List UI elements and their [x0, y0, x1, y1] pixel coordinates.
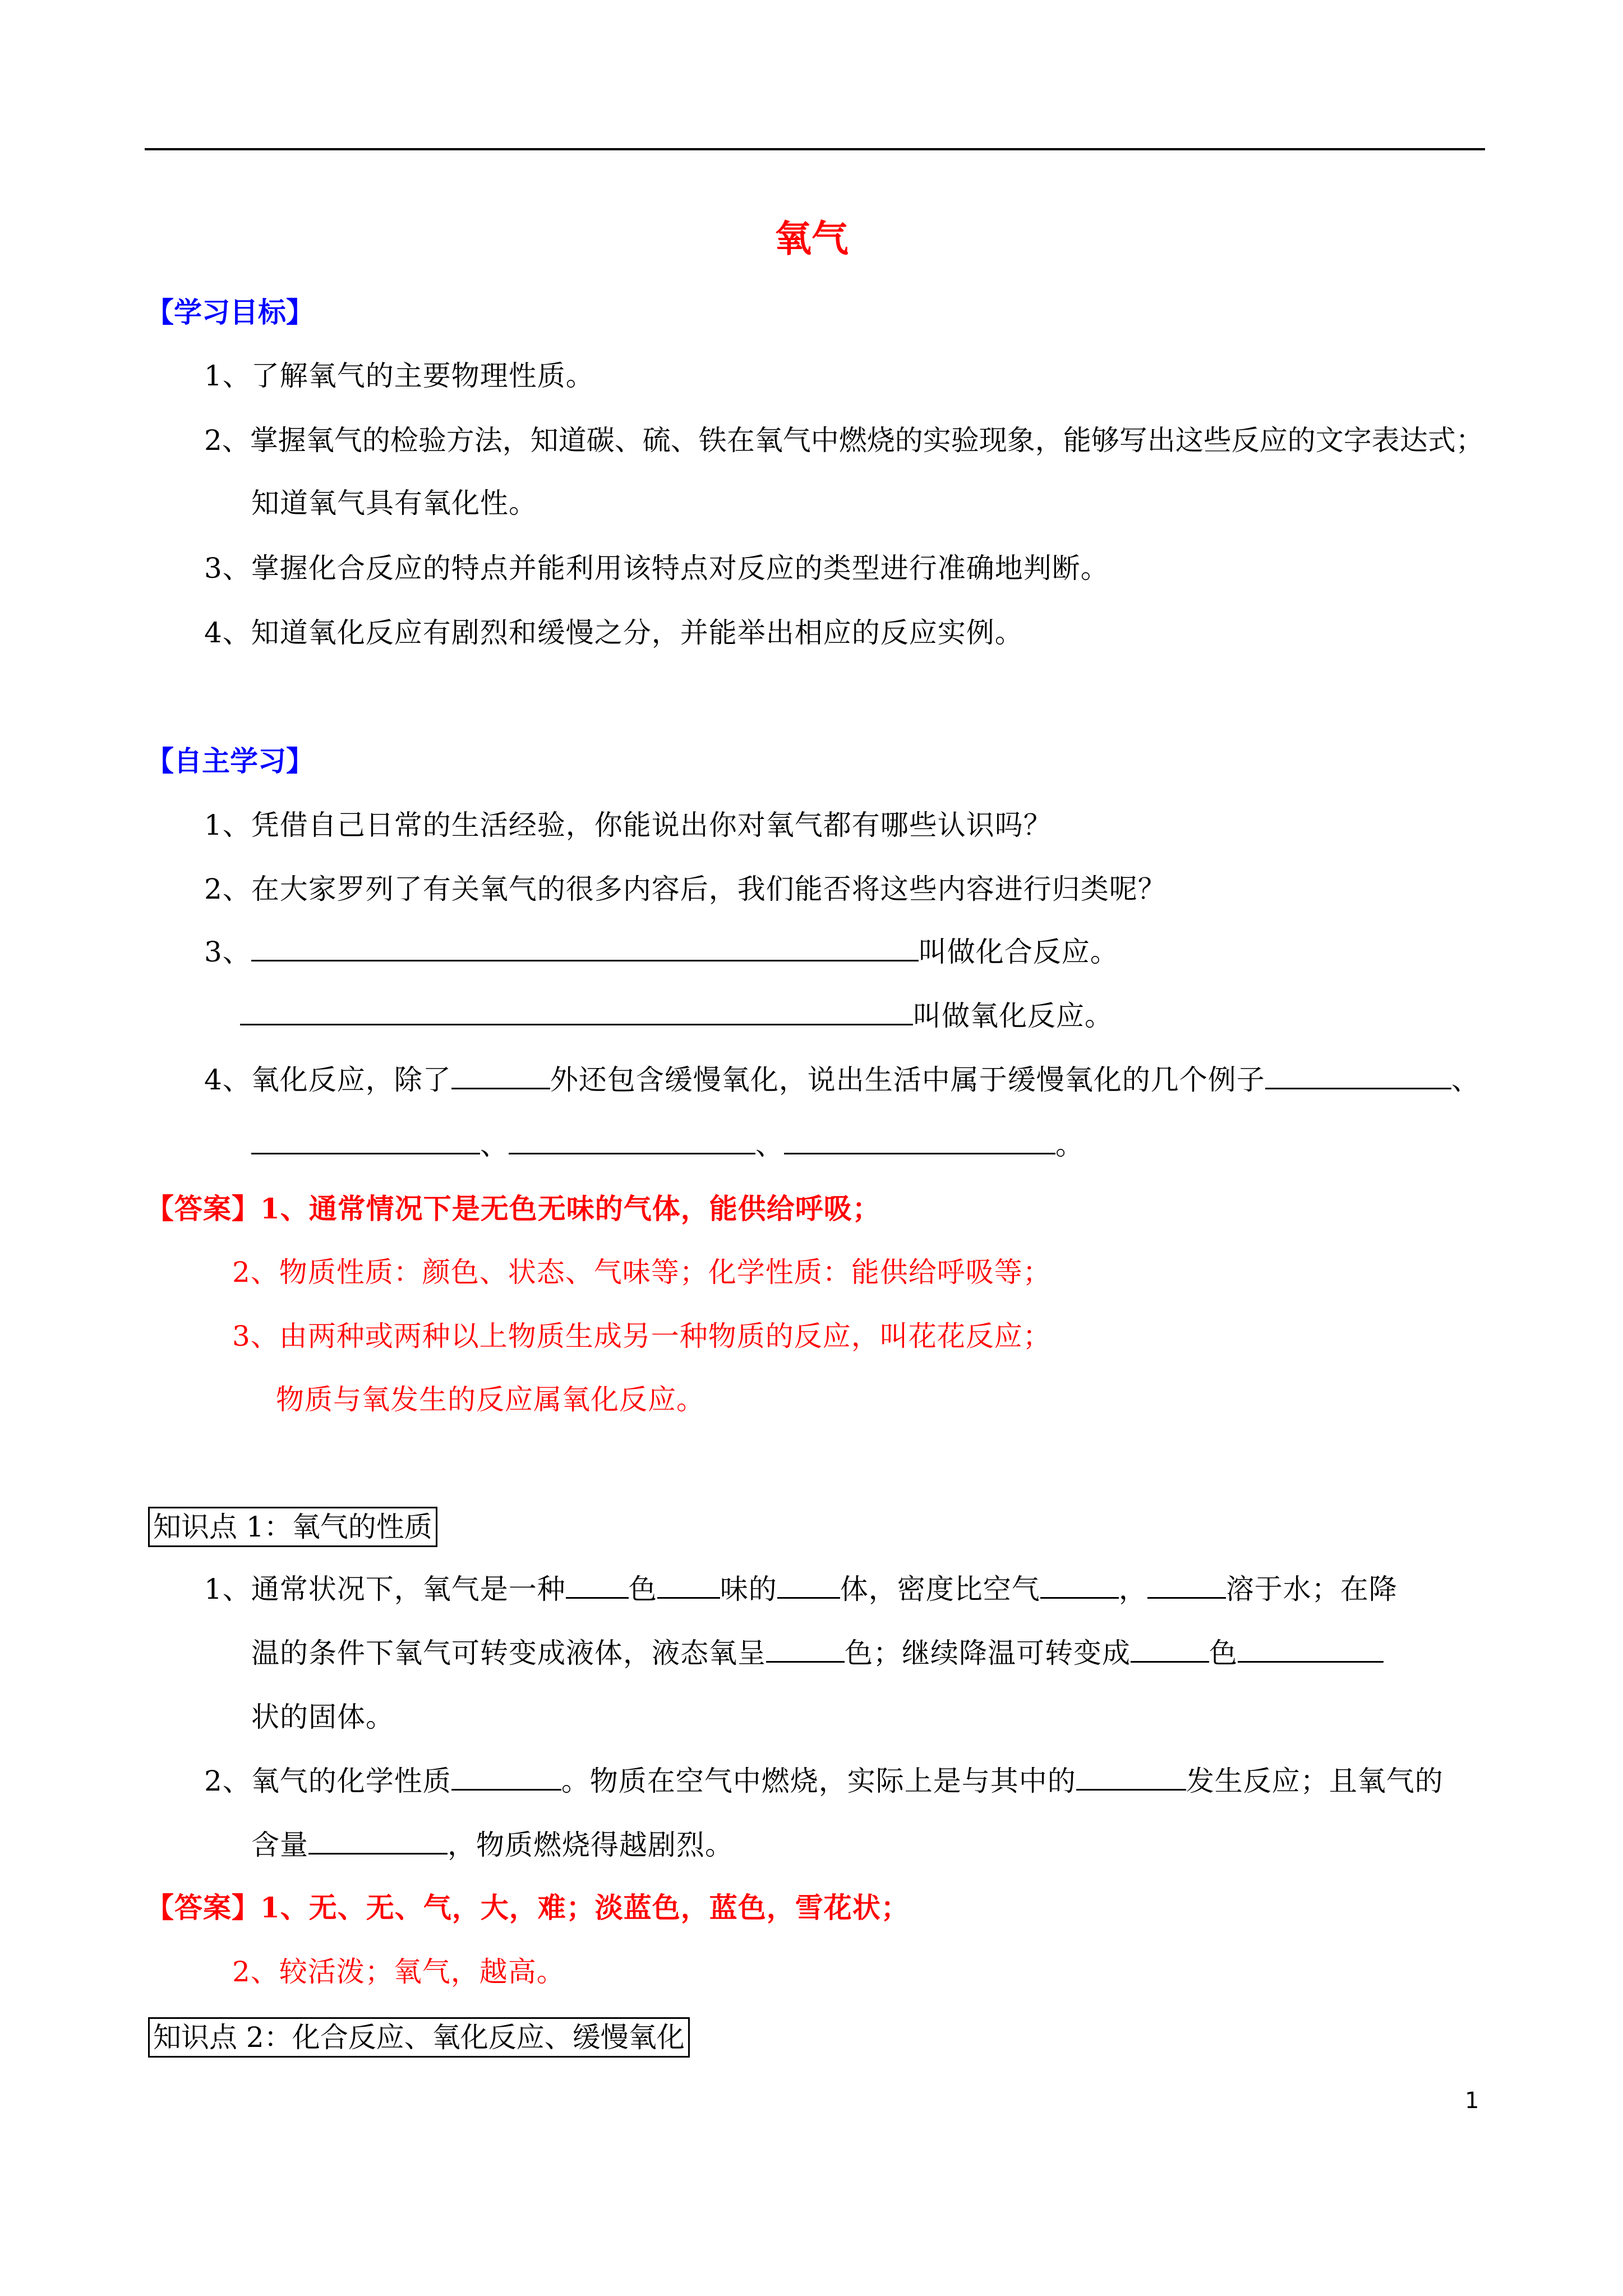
fill-blank[interactable] — [308, 1826, 448, 1855]
question-text: 4、氧化反应，除了 — [204, 1064, 451, 1096]
question-text: 2、氧气的化学性质 — [204, 1765, 451, 1797]
kp1-line-1 — [204, 1570, 1398, 1609]
question-text: 。物质在空气中燃烧，实际上是与其中的 — [561, 1765, 1076, 1797]
answer-tag: 【答案】 — [146, 1891, 260, 1924]
answer-text: 1、无、无、气，大，难；淡蓝色，蓝色，雪花状； — [260, 1891, 910, 1924]
answer-tag: 【答案】 — [146, 1192, 260, 1225]
answer-text: 2、物质性质：颜色、状态、气味等；化学性质：能供给呼吸等； — [232, 1256, 1052, 1289]
header-rule — [145, 148, 1485, 150]
separator: 、 — [480, 1129, 509, 1161]
fill-blank[interactable] — [784, 1126, 1055, 1154]
question-text: 色 — [628, 1573, 657, 1605]
question-text: 溶于水；在降 — [1225, 1573, 1398, 1605]
question-text: 发生反应；且氧气的 — [1186, 1765, 1444, 1797]
self-study-question-4a — [204, 1060, 1480, 1099]
fill-blank[interactable] — [566, 1570, 629, 1599]
question-text: 外还包含缓慢氧化，说出生活中属于缓慢氧化的几个例子 — [550, 1064, 1265, 1096]
question-text: 叫做化合反应。 — [918, 936, 1119, 968]
answer-text: 3、由两种或两种以上物质生成另一种物质的反应，叫花花反应； — [232, 1320, 1052, 1352]
fill-blank[interactable] — [1040, 1570, 1119, 1599]
self-study-question-3a — [204, 932, 1119, 972]
answer-text: 物质与氧发生的反应属氧化反应。 — [276, 1383, 705, 1416]
fill-blank[interactable] — [509, 1126, 755, 1154]
question-text: 叫做氧化反应。 — [913, 1000, 1113, 1032]
kp1-line-4 — [204, 1761, 1444, 1801]
question-text: 体，密度比空气 — [840, 1573, 1040, 1605]
fill-blank[interactable] — [240, 997, 913, 1025]
end-mark: 。 — [1055, 1129, 1084, 1161]
fill-blank[interactable] — [766, 1634, 845, 1663]
question-number: 3、 — [204, 936, 251, 968]
separator: 、 — [1451, 1064, 1480, 1096]
self-study-question: 1、凭借自己日常的生活经验，你能说出你对氧气都有哪些认识吗？ — [204, 809, 1052, 841]
self-study-question-4b — [251, 1125, 1084, 1165]
fill-blank[interactable] — [1076, 1762, 1186, 1791]
objectives-heading: 【学习目标】 — [146, 296, 314, 329]
objective-item: 1、了解氧气的主要物理性质。 — [204, 360, 594, 392]
fill-blank[interactable] — [1238, 1634, 1384, 1663]
knowledge-point-1-label: 知识点 1：氧气的性质 — [148, 1507, 437, 1547]
objective-item: 2、掌握氧气的检验方法，知道碳、硫、铁在氧气中燃烧的实验现象，能够写出这些反应的文字表达式； — [204, 424, 1484, 457]
self-study-question: 2、在大家罗列了有关氧气的很多内容后，我们能否将这些内容进行归类呢？ — [204, 873, 1166, 905]
question-text: 1、通常状况下，氧气是一种 — [204, 1573, 566, 1605]
objective-item: 知道氧气具有氧化性。 — [251, 487, 537, 519]
fill-blank[interactable] — [777, 1570, 840, 1599]
answer-text: 1、通常情况下是无色无味的气体，能供给呼吸； — [260, 1192, 881, 1225]
kp1-line-3: 状的固体。 — [251, 1701, 394, 1733]
kp1-line-2 — [251, 1634, 1384, 1673]
fill-blank[interactable] — [451, 1762, 561, 1791]
answer-line — [146, 1189, 881, 1228]
question-text: 温的条件下氧气可转变成液体，液态氧呈 — [251, 1637, 766, 1669]
fill-blank[interactable] — [251, 933, 919, 961]
knowledge-point-2-label: 知识点 2：化合反应、氧化反应、缓慢氧化 — [148, 2017, 690, 2058]
question-text: 色 — [1209, 1637, 1238, 1669]
page-number: 1 — [1465, 2088, 1479, 2114]
question-text: 味的 — [720, 1573, 777, 1605]
question-text: 色；继续降温可转变成 — [845, 1637, 1131, 1669]
self-study-question-3b — [240, 996, 1113, 1036]
question-text: ，物质燃烧得越剧烈。 — [448, 1829, 734, 1861]
answer-text: 2、较活泼；氧气，越高。 — [232, 1955, 565, 1988]
separator: 、 — [755, 1129, 784, 1161]
objective-item: 4、知道氧化反应有剧烈和缓慢之分，并能举出相应的反应实例。 — [204, 616, 1023, 649]
page-title: 氧气 — [774, 217, 849, 260]
self-study-heading: 【自主学习】 — [146, 744, 314, 777]
kp1-line-5 — [251, 1825, 734, 1865]
question-text: 含量 — [251, 1829, 308, 1861]
answer-line — [146, 1888, 910, 1927]
question-text: ， — [1118, 1573, 1147, 1605]
fill-blank[interactable] — [657, 1570, 720, 1599]
fill-blank[interactable] — [251, 1126, 480, 1154]
objective-item: 3、掌握化合反应的特点并能利用该特点对反应的类型进行准确地判断。 — [204, 552, 1109, 585]
fill-blank[interactable] — [451, 1061, 550, 1089]
fill-blank[interactable] — [1131, 1634, 1209, 1663]
fill-blank[interactable] — [1265, 1061, 1451, 1089]
fill-blank[interactable] — [1147, 1570, 1226, 1599]
